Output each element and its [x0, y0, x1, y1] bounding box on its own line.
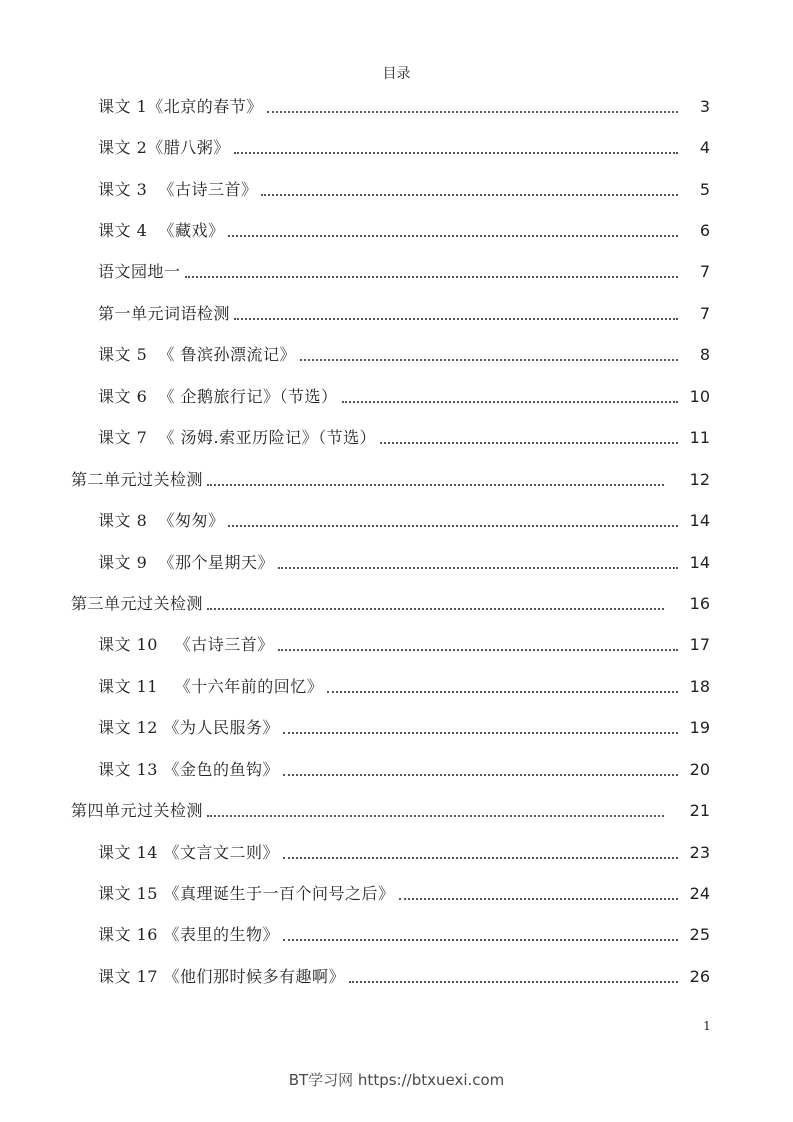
- toc-entry[interactable]: [0, 293, 793, 334]
- toc-entry-title: 课文 13 《金色的鱼钩》: [98, 759, 280, 779]
- toc-entry[interactable]: [0, 749, 793, 790]
- toc-entry[interactable]: [0, 500, 793, 541]
- toc-entry[interactable]: [0, 459, 793, 500]
- toc-entry-page-number: 19: [689, 718, 710, 738]
- toc-entry-page-number: 21: [689, 801, 710, 821]
- toc-entry-title: 课文 17 《他们那时候多有趣啊》: [98, 966, 346, 986]
- toc-dot-leader: [300, 344, 678, 366]
- toc-entry-page-number: 4: [699, 138, 710, 158]
- toc-entry-title: 课文 6 《 企鹅旅行记》（节选）: [98, 386, 338, 406]
- toc-entry-page-number: 14: [689, 552, 710, 572]
- toc-dot-leader: [234, 303, 678, 325]
- toc-entry[interactable]: [0, 376, 793, 417]
- toc-entry-page-number: 3: [699, 96, 710, 116]
- toc-entry[interactable]: [0, 583, 793, 624]
- toc-entry[interactable]: [0, 790, 793, 831]
- toc-dot-leader: [207, 469, 664, 491]
- toc-entry[interactable]: [0, 542, 793, 583]
- toc-entry-page-number: 7: [699, 262, 710, 282]
- toc-entry-title: 课文 5 《 鲁滨孙漂流记》: [98, 345, 297, 365]
- toc-entry-page-number: 26: [689, 966, 710, 986]
- toc-entry[interactable]: [0, 252, 793, 293]
- toc-dot-leader: [349, 966, 678, 988]
- toc-entry-page-number: 16: [689, 593, 710, 613]
- toc-entry-title: 课文 12 《为人民服务》: [98, 718, 280, 738]
- toc-entry-page-number: 23: [689, 842, 710, 862]
- toc-entry-title: 课文 8 《匆匆》: [98, 511, 225, 531]
- toc-dot-leader: [185, 261, 678, 283]
- toc-entry-page-number: 5: [699, 179, 710, 199]
- toc-entry-title: 课文 7 《 汤姆.索亚历险记》（节选）: [98, 428, 377, 448]
- toc-entry-title: 课文 15 《真理诞生于一百个问号之后》: [98, 884, 395, 904]
- toc-dot-leader: [283, 924, 678, 946]
- toc-entry[interactable]: [0, 210, 793, 251]
- toc-entry-page-number: 7: [699, 303, 710, 323]
- toc-entry-title: 课文 11 《十六年前的回忆》: [98, 676, 324, 696]
- toc-entry[interactable]: [0, 335, 793, 376]
- toc-entry-page-number: 17: [689, 635, 710, 655]
- toc-dot-leader: [207, 593, 664, 615]
- footer-watermark: BT学习网 https://btxuexi.com: [288, 1071, 505, 1089]
- toc-entry-page-number: 10: [689, 386, 710, 406]
- toc-entry-page-number: 12: [689, 469, 710, 489]
- toc-entry-page-number: 25: [689, 925, 710, 945]
- toc-entry-title: 语文园地一: [98, 262, 181, 282]
- toc-entry[interactable]: [0, 86, 793, 127]
- toc-dot-leader: [234, 137, 678, 159]
- toc-entry-title: 课文 1《北京的春节》: [98, 96, 263, 116]
- toc-dot-leader: [228, 220, 678, 242]
- toc-dot-leader: [327, 676, 678, 698]
- toc-dot-leader: [267, 96, 678, 118]
- toc-entry-page-number: 11: [689, 428, 710, 448]
- toc-entry-title: 第二单元过关检测: [71, 469, 204, 489]
- toc-entry-title: 第四单元过关检测: [71, 801, 204, 821]
- toc-dot-leader: [283, 759, 678, 781]
- toc-entry-page-number: 6: [699, 221, 710, 241]
- toc-entry[interactable]: [0, 832, 793, 873]
- toc-dot-leader: [342, 386, 678, 408]
- toc-dot-leader: [278, 552, 678, 574]
- toc-dot-leader: [207, 800, 664, 822]
- toc-entry-title: 课文 16 《表里的生物》: [98, 925, 280, 945]
- toc-entry[interactable]: [0, 708, 793, 749]
- toc-entry-title: 课文 2《腊八粥》: [98, 138, 230, 158]
- toc-dot-leader: [283, 842, 678, 864]
- toc-entry[interactable]: [0, 915, 793, 956]
- toc-entry[interactable]: [0, 956, 793, 997]
- toc-entry[interactable]: [0, 625, 793, 666]
- toc-entry-title: 课文 9 《那个星期天》: [98, 552, 274, 572]
- toc-entry-page-number: 20: [689, 759, 710, 779]
- toc-entry-title: 课文 3 《古诗三首》: [98, 179, 258, 199]
- toc-entry[interactable]: [0, 418, 793, 459]
- toc-entry-page-number: 14: [689, 511, 710, 531]
- page-number: 1: [703, 1019, 711, 1033]
- toc-entry[interactable]: [0, 873, 793, 914]
- toc-dot-leader: [261, 179, 678, 201]
- toc-entry-page-number: 8: [699, 345, 710, 365]
- toc-entry[interactable]: [0, 169, 793, 210]
- toc-entry-title: 课文 10 《古诗三首》: [98, 635, 274, 655]
- table-of-contents: [0, 86, 793, 998]
- toc-entry[interactable]: [0, 127, 793, 168]
- toc-dot-leader: [399, 883, 678, 905]
- toc-dot-leader: [380, 427, 678, 449]
- page-title: 目录: [382, 66, 411, 82]
- toc-entry-page-number: 24: [689, 884, 710, 904]
- toc-entry-page-number: 18: [689, 676, 710, 696]
- toc-entry-title: 课文 14 《文言文二则》: [98, 842, 280, 862]
- toc-dot-leader: [283, 717, 678, 739]
- toc-entry[interactable]: [0, 666, 793, 707]
- toc-entry-title: 第三单元过关检测: [71, 593, 204, 613]
- toc-dot-leader: [228, 510, 678, 532]
- toc-entry-title: 第一单元词语检测: [98, 303, 231, 323]
- toc-dot-leader: [278, 634, 678, 656]
- toc-entry-title: 课文 4 《藏戏》: [98, 221, 225, 241]
